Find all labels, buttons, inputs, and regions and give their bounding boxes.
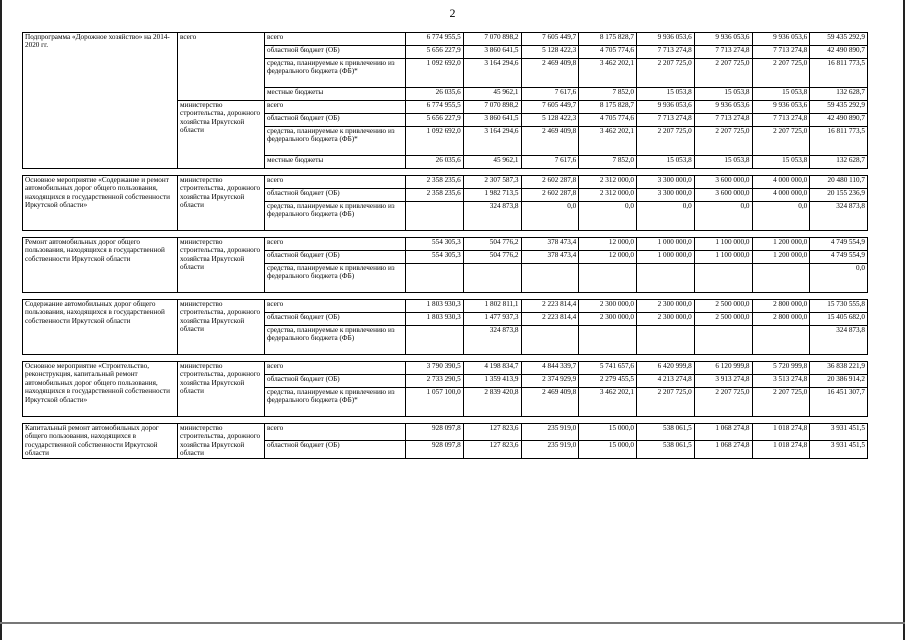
executor-cell: министерство строительства, дорожного хозяйства Иркутской области <box>178 300 265 355</box>
year-value-cell: 4 000 000,0 <box>752 189 810 202</box>
table-row <box>23 362 868 375</box>
year-value-cell: 15 053,8 <box>637 88 695 101</box>
year-value-cell: 9 936 053,6 <box>694 101 752 114</box>
section-gap <box>23 417 868 424</box>
funding-source-cell: средства, планируемые к привлечению из федерального бюджета (ФБ)* <box>265 388 406 417</box>
year-value-cell: 3 860 641,5 <box>463 46 521 59</box>
year-value-cell: 4 000 000,0 <box>752 176 810 189</box>
total-value-cell: 59 435 292,9 <box>810 101 868 114</box>
year-value-cell: 26 035,6 <box>406 88 464 101</box>
section-gap <box>23 231 868 238</box>
year-value-cell: 4 198 834,7 <box>463 362 521 375</box>
year-value-cell: 9 936 053,6 <box>694 33 752 46</box>
total-value-cell: 132 628,7 <box>810 88 868 101</box>
year-value-cell <box>694 326 752 355</box>
page-edge-bottom <box>0 622 905 624</box>
section-gap-cell <box>23 231 868 238</box>
year-value-cell: 2 223 814,4 <box>521 313 579 326</box>
total-value-cell: 15 730 555,8 <box>810 300 868 313</box>
funding-source-cell: областной бюджет (ОБ) <box>265 46 406 59</box>
year-value-cell: 7 713 274,8 <box>637 114 695 127</box>
budget-table-body <box>23 33 868 459</box>
year-value-cell: 2 800 000,0 <box>752 313 810 326</box>
funding-source-cell: всего <box>265 424 406 441</box>
funding-source-cell: областной бюджет (ОБ) <box>265 251 406 264</box>
year-value-cell: 6 774 955,5 <box>406 101 464 114</box>
year-value-cell: 3 462 202,1 <box>579 59 637 88</box>
year-value-cell: 15 000,0 <box>579 441 637 458</box>
total-value-cell: 36 838 221,9 <box>810 362 868 375</box>
year-value-cell: 0,0 <box>752 202 810 231</box>
year-value-cell: 0,0 <box>521 202 579 231</box>
section-gap <box>23 293 868 300</box>
year-value-cell: 6 120 999,8 <box>694 362 752 375</box>
year-value-cell: 3 462 202,1 <box>579 127 637 156</box>
year-value-cell: 1 068 274,8 <box>694 424 752 441</box>
year-value-cell <box>579 264 637 293</box>
year-value-cell: 2 307 587,3 <box>463 176 521 189</box>
year-value-cell: 1 100 000,0 <box>694 251 752 264</box>
year-value-cell: 2 300 000,0 <box>637 300 695 313</box>
year-value-cell: 9 936 053,6 <box>752 33 810 46</box>
year-value-cell: 1 000 000,0 <box>637 238 695 251</box>
year-value-cell: 2 733 290,5 <box>406 375 464 388</box>
year-value-cell: 554 305,3 <box>406 238 464 251</box>
funding-source-cell: средства, планируемые к привлечению из федерального бюджета (ФБ)* <box>265 59 406 88</box>
year-value-cell <box>463 264 521 293</box>
section-gap <box>23 355 868 362</box>
executor-cell: всего <box>178 33 265 101</box>
year-value-cell: 45 962,1 <box>463 156 521 169</box>
year-value-cell: 504 776,2 <box>463 251 521 264</box>
year-value-cell: 2 602 287,8 <box>521 189 579 202</box>
year-value-cell: 5 128 422,3 <box>521 114 579 127</box>
year-value-cell: 7 617,6 <box>521 156 579 169</box>
year-value-cell: 378 473,4 <box>521 251 579 264</box>
year-value-cell: 235 919,0 <box>521 424 579 441</box>
year-value-cell: 15 053,8 <box>694 156 752 169</box>
year-value-cell: 538 061,5 <box>637 424 695 441</box>
year-value-cell: 9 936 053,6 <box>752 101 810 114</box>
year-value-cell: 1 000 000,0 <box>637 251 695 264</box>
year-value-cell: 127 823,6 <box>463 441 521 458</box>
year-value-cell: 3 300 000,0 <box>637 176 695 189</box>
year-value-cell: 3 164 294,6 <box>463 59 521 88</box>
year-value-cell: 7 605 449,7 <box>521 101 579 114</box>
year-value-cell: 2 207 725,0 <box>752 59 810 88</box>
table-row <box>23 33 868 46</box>
year-value-cell: 928 097,8 <box>406 441 464 458</box>
year-value-cell: 3 790 390,5 <box>406 362 464 375</box>
year-value-cell: 2 469 409,8 <box>521 388 579 417</box>
year-value-cell: 4 705 774,6 <box>579 114 637 127</box>
table-row <box>23 238 868 251</box>
year-value-cell: 324 873,8 <box>463 202 521 231</box>
year-value-cell: 2 223 814,4 <box>521 300 579 313</box>
year-value-cell: 3 600 000,0 <box>694 176 752 189</box>
year-value-cell <box>406 326 464 355</box>
funding-source-cell: областной бюджет (ОБ) <box>265 189 406 202</box>
funding-source-cell: средства, планируемые к привлечению из федерального бюджета (ФБ) <box>265 326 406 355</box>
year-value-cell: 7 713 274,8 <box>752 114 810 127</box>
total-value-cell: 0,0 <box>810 264 868 293</box>
total-value-cell: 3 931 451,5 <box>810 441 868 458</box>
year-value-cell: 15 053,8 <box>752 156 810 169</box>
year-value-cell: 2 469 409,8 <box>521 59 579 88</box>
year-value-cell: 7 713 274,8 <box>752 46 810 59</box>
year-value-cell: 1 100 000,0 <box>694 238 752 251</box>
year-value-cell <box>406 202 464 231</box>
table-row <box>23 176 868 189</box>
year-value-cell: 15 053,8 <box>637 156 695 169</box>
year-value-cell: 7 852,0 <box>579 156 637 169</box>
year-value-cell: 0,0 <box>694 202 752 231</box>
total-value-cell: 20 480 110,7 <box>810 176 868 189</box>
year-value-cell: 5 128 422,3 <box>521 46 579 59</box>
year-value-cell: 5 656 227,9 <box>406 114 464 127</box>
year-value-cell: 2 602 287,8 <box>521 176 579 189</box>
total-value-cell: 16 451 307,7 <box>810 388 868 417</box>
year-value-cell: 1 200 000,0 <box>752 238 810 251</box>
year-value-cell: 0,0 <box>637 202 695 231</box>
executor-cell: министерство строительства, дорожного хозяйства Иркутской области <box>178 176 265 231</box>
funding-source-cell: всего <box>265 238 406 251</box>
year-value-cell: 2 312 000,0 <box>579 176 637 189</box>
year-value-cell: 6 420 999,8 <box>637 362 695 375</box>
year-value-cell: 2 207 725,0 <box>752 388 810 417</box>
executor-cell: министерство строительства, дорожного хозяйства Иркутской области <box>178 362 265 417</box>
year-value-cell: 2 300 000,0 <box>579 313 637 326</box>
total-value-cell: 20 386 914,2 <box>810 375 868 388</box>
year-value-cell: 2 358 235,6 <box>406 189 464 202</box>
year-value-cell: 8 175 828,7 <box>579 33 637 46</box>
year-value-cell: 7 070 898,2 <box>463 101 521 114</box>
total-value-cell: 132 628,7 <box>810 156 868 169</box>
year-value-cell: 235 919,0 <box>521 441 579 458</box>
section-gap-cell <box>23 355 868 362</box>
year-value-cell: 6 774 955,5 <box>406 33 464 46</box>
year-value-cell: 1 018 274,8 <box>752 424 810 441</box>
year-value-cell: 9 936 053,6 <box>637 101 695 114</box>
total-value-cell: 15 405 682,0 <box>810 313 868 326</box>
year-value-cell: 45 962,1 <box>463 88 521 101</box>
funding-source-cell: областной бюджет (ОБ) <box>265 313 406 326</box>
funding-source-cell: всего <box>265 300 406 313</box>
funding-source-cell: всего <box>265 33 406 46</box>
page-number: 2 <box>449 6 456 20</box>
total-value-cell: 324 873,8 <box>810 326 868 355</box>
total-value-cell: 4 749 554,9 <box>810 238 868 251</box>
funding-source-cell: всего <box>265 101 406 114</box>
year-value-cell: 324 873,8 <box>463 326 521 355</box>
program-name-cell: Основное мероприятие «Строительство, реконструкция, капитальный ремонт автомобильных дорог общего пользования, находящихся в государственной собственности Иркутской области» <box>23 362 178 417</box>
year-value-cell <box>521 264 579 293</box>
year-value-cell: 12 000,0 <box>579 238 637 251</box>
year-value-cell: 554 305,3 <box>406 251 464 264</box>
year-value-cell: 7 605 449,7 <box>521 33 579 46</box>
year-value-cell: 928 097,8 <box>406 424 464 441</box>
total-value-cell: 20 155 236,9 <box>810 189 868 202</box>
year-value-cell: 4 213 274,8 <box>637 375 695 388</box>
year-value-cell <box>752 264 810 293</box>
year-value-cell: 8 175 828,7 <box>579 101 637 114</box>
program-name-cell: Содержание автомобильных дорог общего пользования, находящихся в государственной собственности Иркутской области <box>23 300 178 355</box>
year-value-cell: 1 803 930,3 <box>406 300 464 313</box>
year-value-cell: 1 018 274,8 <box>752 441 810 458</box>
year-value-cell: 12 000,0 <box>579 251 637 264</box>
table-row <box>23 300 868 313</box>
funding-source-cell: областной бюджет (ОБ) <box>265 114 406 127</box>
year-value-cell: 1 982 713,5 <box>463 189 521 202</box>
year-value-cell: 26 035,6 <box>406 156 464 169</box>
funding-source-cell: всего <box>265 176 406 189</box>
year-value-cell <box>406 264 464 293</box>
funding-source-cell: областной бюджет (ОБ) <box>265 375 406 388</box>
section-gap-cell <box>23 169 868 176</box>
year-value-cell: 538 061,5 <box>637 441 695 458</box>
total-value-cell: 16 811 773,5 <box>810 59 868 88</box>
section-gap-cell <box>23 293 868 300</box>
year-value-cell: 3 600 000,0 <box>694 189 752 202</box>
year-value-cell: 1 092 692,0 <box>406 59 464 88</box>
year-value-cell: 504 776,2 <box>463 238 521 251</box>
executor-cell: министерство строительства, дорожного хозяйства Иркутской области <box>178 424 265 459</box>
year-value-cell: 7 070 898,2 <box>463 33 521 46</box>
year-value-cell: 1 057 100,0 <box>406 388 464 417</box>
year-value-cell: 7 617,6 <box>521 88 579 101</box>
year-value-cell: 1 477 937,3 <box>463 313 521 326</box>
year-value-cell: 5 741 657,6 <box>579 362 637 375</box>
year-value-cell: 5 656 227,9 <box>406 46 464 59</box>
year-value-cell: 0,0 <box>579 202 637 231</box>
total-value-cell: 16 811 773,5 <box>810 127 868 156</box>
year-value-cell: 3 164 294,6 <box>463 127 521 156</box>
year-value-cell: 3 462 202,1 <box>579 388 637 417</box>
year-value-cell: 15 053,8 <box>752 88 810 101</box>
year-value-cell: 127 823,6 <box>463 424 521 441</box>
year-value-cell: 2 300 000,0 <box>579 300 637 313</box>
year-value-cell: 2 207 725,0 <box>694 59 752 88</box>
year-value-cell: 2 207 725,0 <box>694 388 752 417</box>
year-value-cell: 1 802 811,1 <box>463 300 521 313</box>
year-value-cell: 1 068 274,8 <box>694 441 752 458</box>
year-value-cell: 1 200 000,0 <box>752 251 810 264</box>
year-value-cell: 2 312 000,0 <box>579 189 637 202</box>
section-gap-cell <box>23 417 868 424</box>
program-name-cell: Ремонт автомобильных дорог общего пользования, находящихся в государственной собственности Иркутской области <box>23 238 178 293</box>
year-value-cell: 2 500 000,0 <box>694 313 752 326</box>
year-value-cell <box>579 326 637 355</box>
year-value-cell: 2 207 725,0 <box>752 127 810 156</box>
executor-cell: министерство строительства, дорожного хозяйства Иркутской области <box>178 238 265 293</box>
year-value-cell <box>521 326 579 355</box>
year-value-cell: 9 936 053,6 <box>637 33 695 46</box>
year-value-cell: 3 300 000,0 <box>637 189 695 202</box>
year-value-cell: 1 359 413,9 <box>463 375 521 388</box>
year-value-cell: 2 207 725,0 <box>694 127 752 156</box>
year-value-cell: 15 000,0 <box>579 424 637 441</box>
year-value-cell: 2 839 420,8 <box>463 388 521 417</box>
year-value-cell: 2 800 000,0 <box>752 300 810 313</box>
funding-source-cell: областной бюджет (ОБ) <box>265 441 406 458</box>
funding-source-cell: местные бюджеты <box>265 156 406 169</box>
year-value-cell: 2 358 235,6 <box>406 176 464 189</box>
page-edge-left <box>0 0 2 640</box>
year-value-cell: 3 860 641,5 <box>463 114 521 127</box>
funding-source-cell: всего <box>265 362 406 375</box>
year-value-cell <box>637 326 695 355</box>
year-value-cell: 5 720 999,8 <box>752 362 810 375</box>
year-value-cell: 2 279 455,5 <box>579 375 637 388</box>
total-value-cell: 42 490 890,7 <box>810 46 868 59</box>
program-name-cell: Подпрограмма «Дорожное хозяйство» на 2014-2020 гг. <box>23 33 178 169</box>
year-value-cell: 4 844 339,7 <box>521 362 579 375</box>
year-value-cell: 7 713 274,8 <box>694 46 752 59</box>
year-value-cell: 2 469 409,8 <box>521 127 579 156</box>
total-value-cell: 4 749 554,9 <box>810 251 868 264</box>
year-value-cell: 7 713 274,8 <box>637 46 695 59</box>
total-value-cell: 59 435 292,9 <box>810 33 868 46</box>
funding-source-cell: средства, планируемые к привлечению из федерального бюджета (ФБ) <box>265 264 406 293</box>
executor-cell: министерство строительства, дорожного хозяйства Иркутской области <box>178 101 265 169</box>
year-value-cell: 2 374 929,9 <box>521 375 579 388</box>
year-value-cell: 2 500 000,0 <box>694 300 752 313</box>
year-value-cell: 3 913 274,8 <box>694 375 752 388</box>
year-value-cell: 378 473,4 <box>521 238 579 251</box>
funding-source-cell: средства, планируемые к привлечению из федерального бюджета (ФБ) <box>265 202 406 231</box>
year-value-cell: 15 053,8 <box>694 88 752 101</box>
section-gap <box>23 169 868 176</box>
year-value-cell: 1 803 930,3 <box>406 313 464 326</box>
funding-source-cell: средства, планируемые к привлечению из федерального бюджета (ФБ)* <box>265 127 406 156</box>
year-value-cell: 2 300 000,0 <box>637 313 695 326</box>
funding-source-cell: местные бюджеты <box>265 88 406 101</box>
program-name-cell: Основное мероприятие «Содержание и ремонт автомобильных дорог общего пользования, находящихся в государственной собственности Иркутской области» <box>23 176 178 231</box>
total-value-cell: 3 931 451,5 <box>810 424 868 441</box>
year-value-cell: 2 207 725,0 <box>637 59 695 88</box>
year-value-cell <box>637 264 695 293</box>
total-value-cell: 324 873,8 <box>810 202 868 231</box>
total-value-cell: 42 490 890,7 <box>810 114 868 127</box>
year-value-cell: 2 207 725,0 <box>637 127 695 156</box>
year-value-cell: 4 705 774,6 <box>579 46 637 59</box>
year-value-cell <box>752 326 810 355</box>
year-value-cell: 7 852,0 <box>579 88 637 101</box>
year-value-cell <box>694 264 752 293</box>
year-value-cell: 2 207 725,0 <box>637 388 695 417</box>
budget-table <box>22 32 868 459</box>
year-value-cell: 7 713 274,8 <box>694 114 752 127</box>
year-value-cell: 1 092 692,0 <box>406 127 464 156</box>
program-name-cell: Капитальный ремонт автомобильных дорог общего пользования, находящихся в государственной собственности Иркутской области <box>23 424 178 459</box>
table-row <box>23 424 868 441</box>
year-value-cell: 3 513 274,8 <box>752 375 810 388</box>
